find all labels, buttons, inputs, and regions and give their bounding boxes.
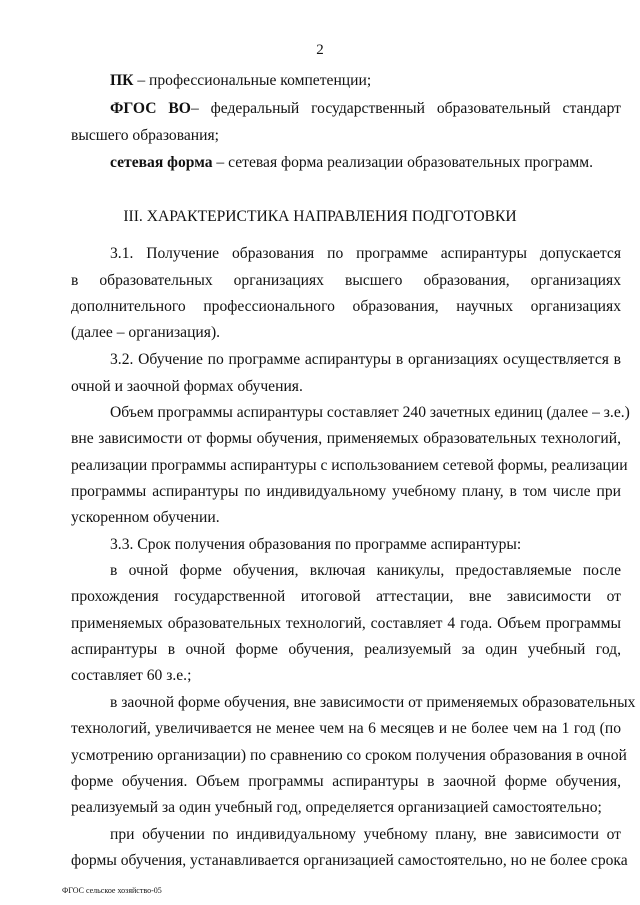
definition-text: – профессиональные компетенции; xyxy=(133,72,372,89)
section-title: III. ХАРАКТЕРИСТИКА НАПРАВЛЕНИЯ ПОДГОТОВКИ xyxy=(123,208,517,225)
definition-term: сетевая форма xyxy=(110,154,213,171)
definition-text: – федеральный государственный образовательный стандарт xyxy=(190,100,622,117)
text-line: форме обучения. Объем программы аспирантуры в заочной форме обучения, xyxy=(71,773,621,790)
definition-term: ФГОС ВО xyxy=(110,100,191,117)
text-line: ускоренном обучении. xyxy=(71,509,220,526)
text-line: технологий, увеличивается не менее чем на 6 месяцев и не более чем на 1 год (по xyxy=(71,720,621,737)
text-line: 3.2. Обучение по программе аспирантуры в организациях осуществляется в xyxy=(110,351,621,368)
text-line: вне зависимости от формы обучения, применяемых образовательных технологий, xyxy=(71,430,621,447)
text-line: (далее – организация). xyxy=(71,324,221,341)
text-line: программы аспирантуры по индивидуальному учебному плану, в том числе при xyxy=(71,483,621,500)
definition-fgos-cont: высшего образования; xyxy=(71,127,219,144)
text-line: реализации программы аспирантуры с использованием сетевой формы, реализации xyxy=(71,457,628,474)
text-line: составляет 60 з.е.; xyxy=(71,667,192,684)
definition-pk xyxy=(110,71,621,91)
definition-term: ПК xyxy=(110,72,134,89)
definition-network-form xyxy=(110,153,621,173)
text-line: в образовательных организациях высшего образования, организациях xyxy=(71,272,621,289)
text-line: усмотрению организации) по сравнению со сроком получения образования в очной xyxy=(71,747,627,764)
footer-note: ФГОС сельское хозяйство-05 xyxy=(62,886,162,895)
text-line: Объем программы аспирантуры составляет 240 зачетных единиц (далее – з.е.) xyxy=(110,404,630,421)
text-line: прохождения государственной итоговой аттестации, вне зависимости от xyxy=(71,588,621,605)
text-line: в очной форме обучения, включая каникулы, предоставляемые после xyxy=(110,562,621,579)
definition-text: – сетевая форма реализации образовательных программ. xyxy=(212,154,594,171)
definition-fgos xyxy=(110,99,621,119)
text-line: применяемых образовательных технологий, составляет 4 года. Объем программы xyxy=(71,615,621,632)
text-line: 3.3. Срок получения образования по программе аспирантуры: xyxy=(110,536,522,553)
text-line: формы обучения, устанавливается организацией самостоятельно, но не более срока xyxy=(71,852,628,869)
text-line: реализуемый за один учебный год, определяется организацией самостоятельно; xyxy=(71,799,602,816)
text-line: дополнительного профессионального образования, научных организациях xyxy=(71,298,621,315)
text-line: аспирантуры в очной форме обучения, реализуемый за один учебный год, xyxy=(71,641,621,658)
text-line: при обучении по индивидуальному учебному плану, вне зависимости от xyxy=(110,826,621,843)
text-line: очной и заочной формах обучения. xyxy=(71,378,303,395)
text-line: 3.1. Получение образования по программе аспирантуры допускается xyxy=(110,245,621,262)
text-line: в заочной форме обучения, вне зависимости от применяемых образовательных xyxy=(110,694,636,711)
page-number: 2 xyxy=(316,42,324,58)
